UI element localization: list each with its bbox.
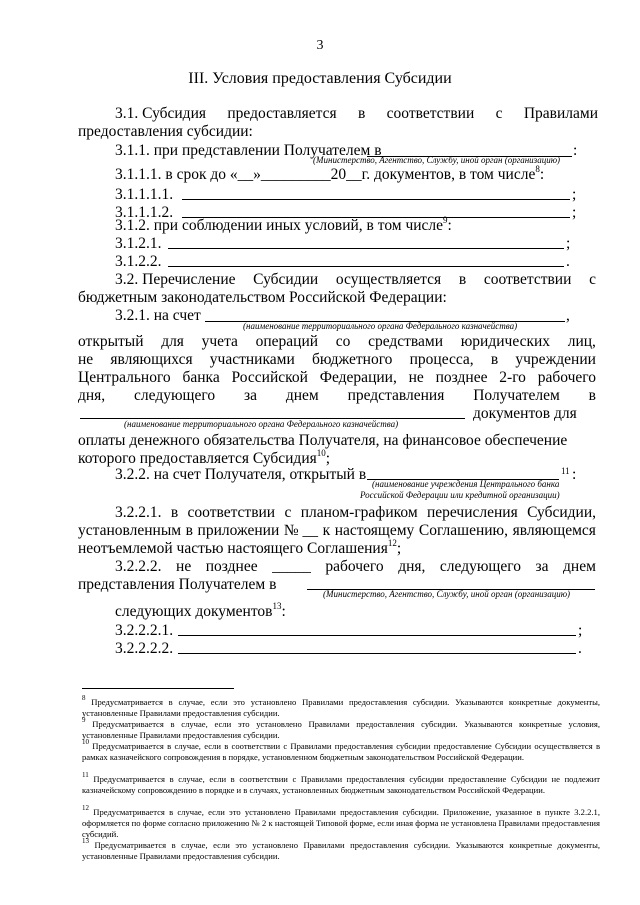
paragraph-3-1-1-1: 3.1.1.1. в срок до «__»_________20__г. документов, в том числе$^8$: <box>115 163 545 183</box>
footnote-ref-12: 12 <box>387 537 397 548</box>
paragraph-3-2-1-line-4: Центрального банка Российской Федерации, не позднее 2-го рабочего <box>78 369 596 386</box>
paragraph-3-2-2-1-line-2: установленным в приложении № __ к настоящему Соглашению, являющемся <box>78 522 596 539</box>
item-label: 3.1.2.2. <box>115 253 162 270</box>
punct: ; <box>578 622 583 639</box>
footnote-13: $^{13}$ Предусматривается в случае, если это установлено Правилами предоставления субсидии. Указываются конкретные документы, установленные Правилами предоставления субсидии. <box>82 837 600 861</box>
footnote-ref-10: 10 <box>316 447 326 458</box>
field-caption: (Министерство, Агентство, Службу, иной орган (организацию) <box>323 589 571 599</box>
field-caption: Российской Федерации или кредитной организации) <box>360 490 560 500</box>
paragraph-3-2-line-1: 3.2. Перечисление Субсидии осуществляется в соответствии с <box>115 271 596 288</box>
item-label: 3.2.2.2.1. <box>115 622 174 639</box>
blank-line <box>178 653 576 654</box>
field-caption: (Министерство, Агентство, Службу, иной орган (организацию) <box>313 155 561 165</box>
paragraph-3-2-1-line-3: не являющихся участниками бюджетного процесса, в учреждении <box>78 351 596 368</box>
footnote-9: $^9$ Предусматривается в случае, если это установлено Правилами предоставления субсидии. Указываются конкретные условия, установленные Правилами предоставления субсидии. <box>82 716 601 740</box>
field-caption: (наименование учреждения Центрального банка <box>372 479 560 489</box>
punct: ; <box>572 204 577 221</box>
punct: ; <box>566 235 571 252</box>
paragraph-3-2-1: 3.2.1. на счет <box>115 307 201 324</box>
paragraph-3-1-line-1: 3.1. Субсидия предоставляется в соответствии с Правилами <box>115 105 598 122</box>
item-label: 3.2.2.2.2. <box>115 640 174 657</box>
item-label: 3.1.2.1. <box>115 235 162 252</box>
page-number: 3 <box>316 38 324 53</box>
footnote-ref-13: 13 <box>272 600 282 611</box>
punct: ; <box>572 186 577 203</box>
paragraph-3-2-2-2-line-3: следующих документов$^{13}$: <box>115 600 286 620</box>
paragraph-3-1-1: 3.1.1. при представлении Получателем в <box>115 142 382 159</box>
blank-line <box>168 248 564 249</box>
blank-line <box>178 635 576 636</box>
blank-line <box>182 199 570 200</box>
paragraph-3-2-2-2-line-2: представления Получателем в <box>78 576 277 593</box>
section-title: III. Условия предоставления Субсидии <box>188 70 452 87</box>
paragraph-3-2-1-line-6-end: документов для <box>473 405 577 422</box>
paragraph-3-2-2-1-line-3: неотъемлемой частью настоящего Соглашения$^{12}$; <box>78 537 402 557</box>
paragraph-3-2-2-2-line-1: 3.2.2.2. не позднее _____ рабочего дня, следующего за днем <box>115 558 596 575</box>
paragraph-3-2-2: 3.2.2. на счет Получателя, открытый в <box>115 466 367 483</box>
paragraph-3-1-line-2: предоставления субсидии: <box>78 123 253 140</box>
punct: , <box>566 307 570 324</box>
paragraph-3-2-1-line-8: которого предоставляется Субсидия$^{10}$; <box>78 447 331 467</box>
item-label: 3.1.1.1.2. <box>115 204 174 221</box>
field-caption: (наименование территориального органа Федерального казначейства) <box>243 321 518 331</box>
punct: . <box>566 253 570 270</box>
item-label: 3.1.1.1.1. <box>115 186 174 203</box>
blank-line <box>168 266 564 267</box>
punct: : <box>573 142 578 159</box>
footnote-ref-11: 11 <box>561 466 570 476</box>
field-caption: (наименование территориального органа Федерального казначейства) <box>124 419 399 429</box>
paragraph-3-2-2-1-line-1: 3.2.2.1. в соответствии с планом-графиком перечисления Субсидии, <box>115 504 596 521</box>
paragraph-3-2-1-line-7: оплаты денежного обязательства Получателя, на финансовое обеспечение <box>78 432 568 449</box>
punct: . <box>578 640 582 657</box>
footnote-ref-8: 8 <box>535 163 540 174</box>
footnote-10: $^{10}$ Предусматривается в случае, если в соответствии с Правилами предоставления субсидии предоставление Субсидии осуществляется в рамках казначейского сопровождения в порядке, установленном бюджетным законодательством Российской Федерации. <box>82 738 600 762</box>
footnote-separator <box>82 688 234 689</box>
punct: : <box>572 466 577 483</box>
footnote-11: $^{11}$ Предусматривается в случае, если в соответствии с Правилами предоставления субсидии предоставление Субсидии не подлежит казначейскому сопровождению в порядке и в случаях, установленных бюджетным законодательством Российской Федерации. <box>82 771 600 795</box>
footnote-12: $^{12}$ Предусматривается в случае, если это установлено Правилами предоставления субсидии. Приложение, указанное в пункте 3.2.2.1, оформляется по форме согласно приложению № 2 к настоящей Типовой форме, если иная форма не установлена Правилами предоставления субсидий. <box>82 804 600 839</box>
paragraph-3-2-1-line-5: дня, следующего за днем представления Получателем в <box>78 387 596 404</box>
footnote-ref-9: 9 <box>443 214 448 225</box>
footnote-8: $^8$ Предусматривается в случае, если это установлено Правилами предоставления субсидии. Указываются конкретные документы, установленные Правилами предоставления субсидии. <box>82 694 600 718</box>
paragraph-3-2-1-line-2: открытый для учета операций со средствами юридических лиц, <box>78 333 596 350</box>
paragraph-3-2-line-2: бюджетным законодательством Российской Федерации: <box>78 289 447 306</box>
paragraph-3-1-2: 3.1.2. при соблюдении иных условий, в том числе$^9$: <box>115 214 452 234</box>
